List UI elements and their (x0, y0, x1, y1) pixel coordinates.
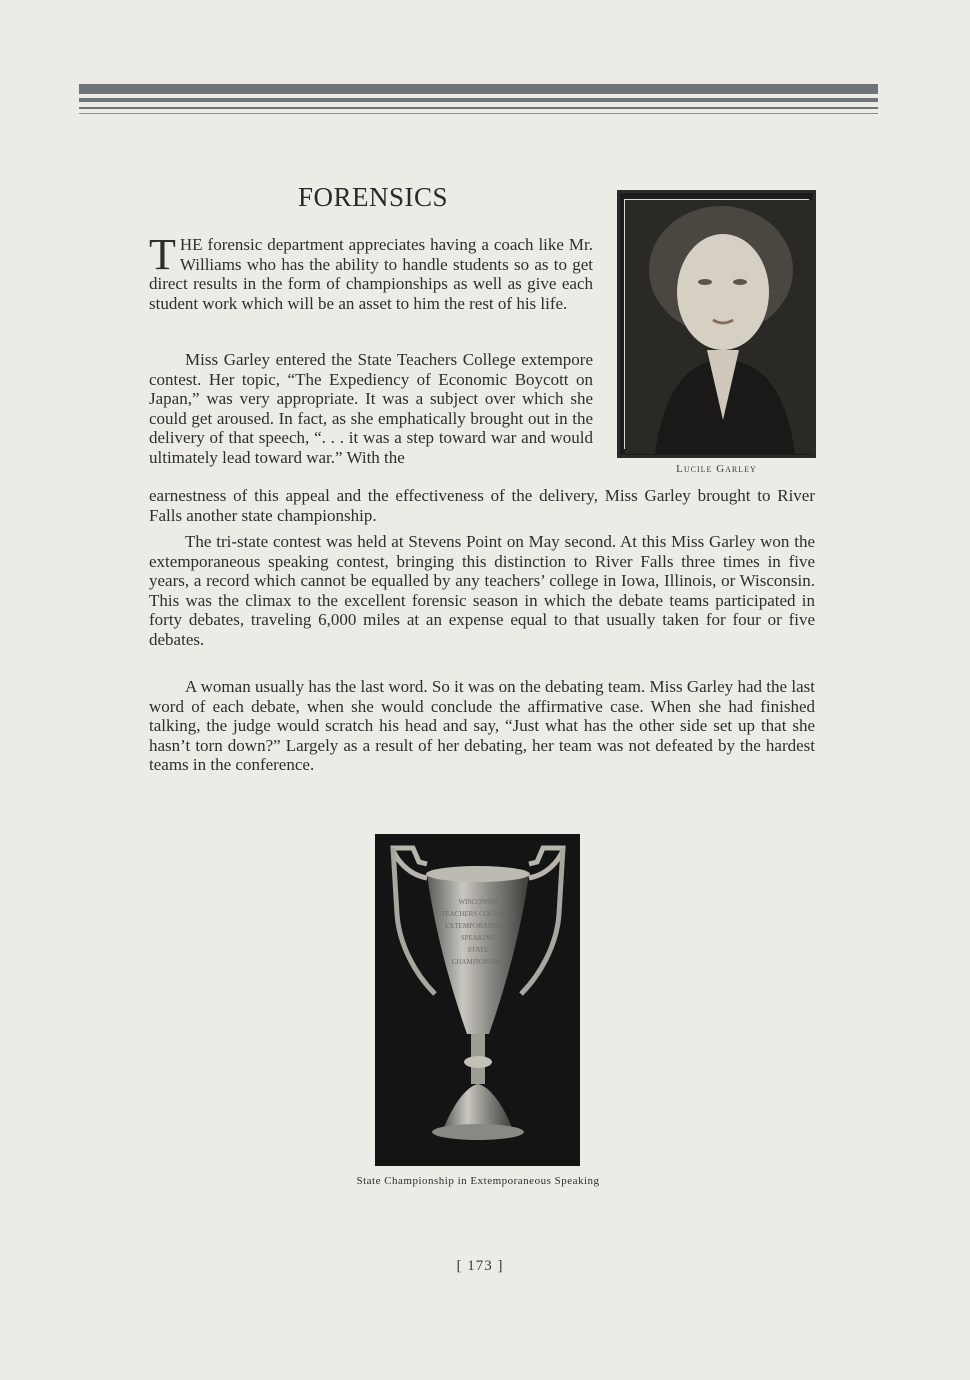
trophy-engraving-line: WISCONSIN (458, 898, 498, 906)
header-rules (79, 84, 878, 114)
trophy-engraving-line: STATE (467, 946, 489, 954)
rule-thin (79, 107, 878, 109)
paragraph-2-continued: earnestness of this appeal and the effectiveness of the delivery, Miss Garley brought to River Falls another state championship. (149, 486, 815, 525)
trophy-engraving-line: TEACHERS COLLEGES (441, 910, 515, 918)
paragraph-1-lead: HE (179, 235, 203, 254)
rule-medium (79, 98, 878, 102)
portrait-figure-icon (625, 200, 814, 454)
paragraph-4: A woman usually has the last word. So it was on the debating team. Miss Garley had the last word of each debate, when she would conclude the affirmative case. When she had finished talking, the judge would scratch his head and say, “Just what has the other side set up that she hasn’t torn down?” Largely as a result of her debating, her team was not defeated by the hardest teams in the conference. (149, 677, 815, 775)
page-title: FORENSICS (297, 182, 449, 212)
paragraph-1 (149, 230, 593, 313)
portrait-photo (617, 190, 816, 458)
rule-hairline (79, 113, 878, 114)
portrait-image (624, 199, 809, 449)
trophy-caption: State Championship in Extemporaneous Speaking (356, 1175, 600, 1187)
paragraph-2: Miss Garley entered the State Teachers College extempore contest. Her topic, “The Expediency of Economic Boycott on Japan,” was very appropriate. It was a subject over which she could get aroused. In fact, as she emphatically brought out in the delivery of that speech, “. . . it was a step toward war and would ultimately lead toward war.” With the (149, 350, 593, 467)
rule-thick (79, 84, 878, 94)
portrait-caption: Lucile Garley (676, 463, 757, 475)
trophy-engraving-line: CHAMPIONSHIP (451, 958, 505, 966)
trophy-photo (375, 834, 580, 1166)
trophy-cup-icon (375, 834, 580, 1166)
paragraph-3: The tri-state contest was held at Stevens Point on May second. At this Miss Garley won the extemporaneous speaking contest, bringing this distinction to River Falls three times in five years, a record which cannot be equalled by any teachers’ college in Iowa, Illinois, or Wisconsin. This was the climax to the excellent forensic season in which the debate teams participated in forty debates, traveling 6,000 miles at an expense equal to that usually taken for four or five debates. (149, 532, 815, 649)
drop-cap: T (149, 230, 176, 279)
page-number: [ 173 ] (456, 1258, 504, 1274)
paragraph-1-body: forensic department appreciates having a coach like Mr. Williams who has the ability to handle students so as to get direct results in the form of championships as well as give each student work which will be an asset to him the rest of his life. (149, 235, 593, 313)
trophy-engraving-line: SPEAKING (460, 934, 496, 942)
trophy-engraving-line: EXTEMPORANEOUS (444, 922, 512, 930)
